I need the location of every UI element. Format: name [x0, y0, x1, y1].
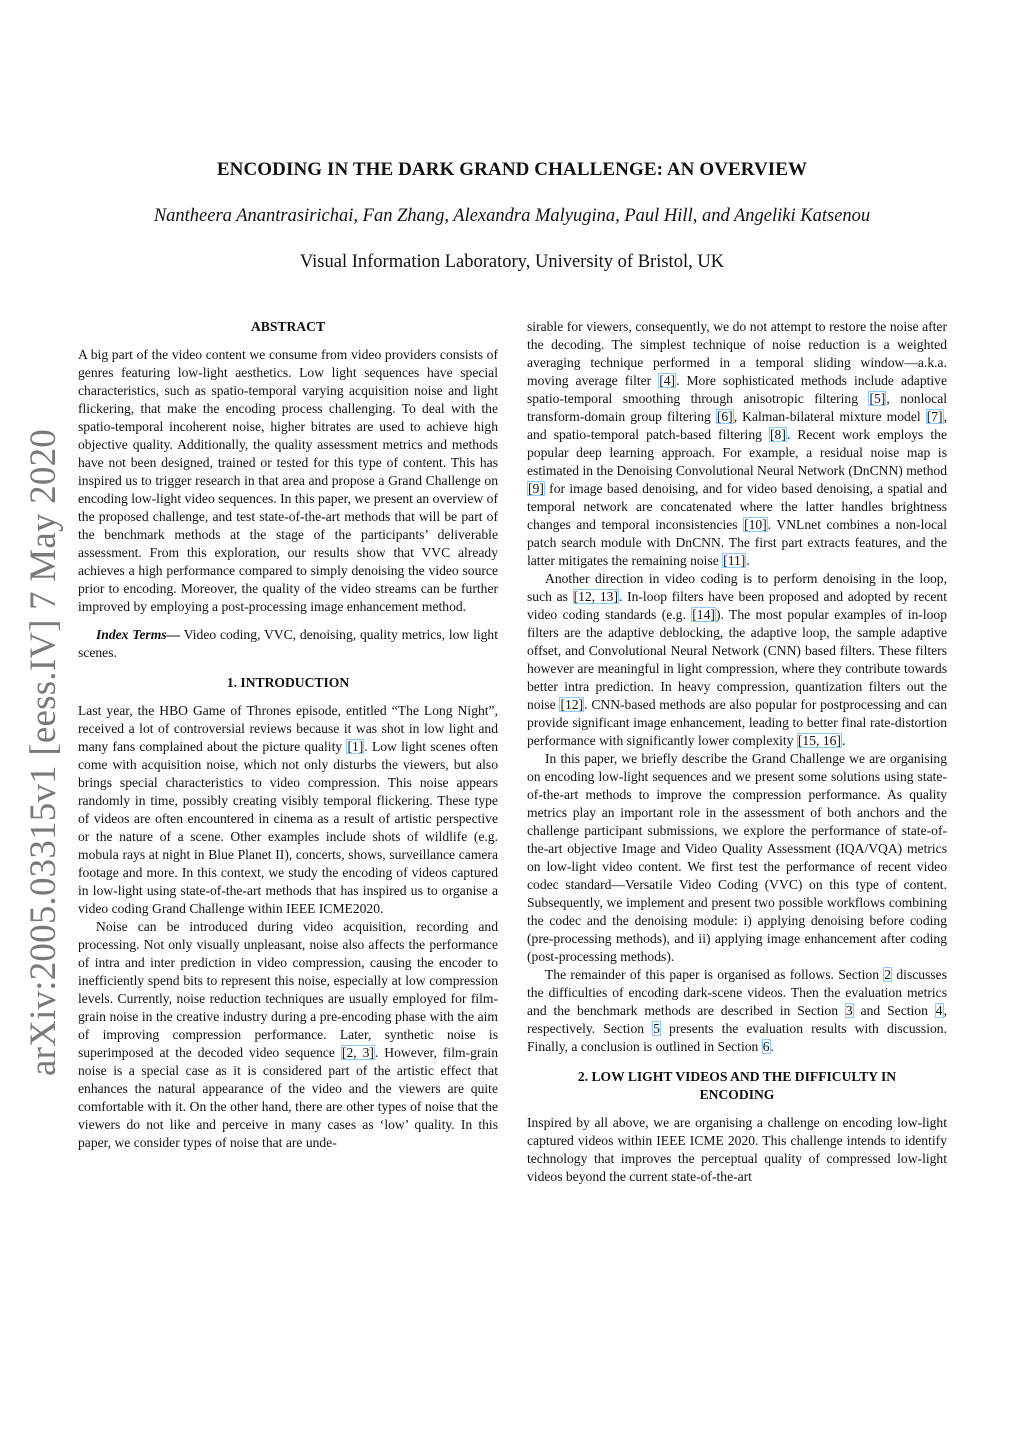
citation-link[interactable]: [9] [528, 481, 544, 496]
left-column [78, 318, 498, 1152]
intro-paragraph-5: In this paper, we briefly describe the Grand Challenge we are organising on encoding low-light sequences and we present some solutions using state-of-the-art methods to improve the compression performance. As quality metrics play an important role in the assessment of both anchors and the challenge participant submissions, we explore the performance of state-of-the-art objective Image and Video Quality Assessment (IQA/VQA) metrics on low-light video content. We first test the performance of recent video codec standard—Versatile Video Coding (VVC) on this type of content. Subsequently, we implement and present two possible workflows combining the codec and the denoising module: i) applying denoising before coding (pre-processing methods), and ii) applying image enhancement after coding (post-processing methods). [527, 751, 947, 964]
arxiv-identifier[interactable]: arXiv:2005.03315v1 [eess.IV] 7 May 2020 [23, 429, 64, 1076]
section2-heading [527, 1068, 947, 1104]
index-terms-label: Index Terms— [96, 627, 181, 642]
section-link[interactable]: 4 [935, 1003, 943, 1018]
intro-paragraph-6: The remainder of this paper is organised as follows. Section 2 discusses the difficulties of encoding dark-scene videos. Then the evaluation metrics and the benchmark methods are described in Section 3 and Section 4, respectively. Section 5 presents the evaluation results with discussion. Finally, a conclusion is outlined in Section 6. [527, 967, 947, 1054]
section2-heading-line2: ENCODING [699, 1087, 775, 1102]
citation-link[interactable]: [15, 16] [797, 733, 841, 748]
index-terms [78, 626, 498, 662]
abstract-heading: ABSTRACT [250, 319, 326, 334]
section2-paragraph-1: Inspired by all above, we are organising a challenge on encoding low-light captured videos within IEEE ICME 2020. This challenge intends to identify technology that improves the perceptual quality of compressed low-light videos beyond the current state-of-the-art [527, 1115, 947, 1184]
intro-paragraph-1: Last year, the HBO Game of Thrones episode, entitled “The Long Night”, received a lot of controversial reviews because it was shot in low light and many fans complained about the picture quality [1]. Low light scenes often come with acquisition noise, which not only disturbs the viewers, but also brings special characteristics to video compression. This noise appears randomly in time, possibly creating visibly temporal flickering. These type of videos are often encountered in cinema as a result of artistic perspective or the nature of a scene. Other examples include shots of wildlife (e.g. mobula rays at night in Blue Planet II), concerts, shows, surveillance camera footage and more. In this context, we study the encoding of videos captured in low-light using state-of-the-art methods that has inspired us to organise a video coding Grand Challenge within IEEE ICME2020. [78, 703, 499, 916]
intro-heading: 1. INTRODUCTION [226, 675, 350, 690]
intro-paragraph-3: sirable for viewers, consequently, we do not attempt to restore the noise after the decoding. The simplest technique of noise reduction is a weighted averaging technique performed in a temporal sliding window—a.k.a. moving average filter [4]. More sophisticated methods include adaptive spatio-temporal smoothing through anisotropic filtering [5], nonlocal transform-domain group filtering [6], Kalman-bilateral mixture model [7], and spatio-temporal patch-based filtering [8]. Recent work employs the popular deep learning approach. For example, a residual noise map is estimated in the Denoising Convolutional Neural Network (DnCNN) method [9] for image based denoising, and for video based denoising, a spatial and temporal network are concatenated where the latter handles brightness changes and temporal inconsistencies [10]. VNLnet combines a non-local patch search module with DnCNN. The first part extracts features, and the latter mitigates the remaining noise [11]. [527, 319, 948, 568]
citation-link[interactable]: [5] [869, 391, 886, 406]
section-link[interactable]: 6 [762, 1039, 770, 1054]
paper-affiliation: Visual Information Laboratory, University of Bristol, UK [299, 252, 725, 272]
section-link[interactable]: 5 [653, 1021, 660, 1036]
citation-link[interactable]: [11] [723, 553, 746, 568]
citation-link[interactable]: [12] [560, 697, 584, 712]
citation-link[interactable]: [14] [692, 607, 715, 622]
citation-link[interactable]: [1] [347, 739, 364, 754]
right-column [527, 318, 947, 1186]
intro-paragraph-2: Noise can be introduced during video acquisition, recording and processing. Not only visually unpleasant, noise also affects the performance of intra and inter prediction in video compression, causing the encoder to inefficiently spend bits to represent this noise, especially at low compression levels. Currently, noise reduction techniques are usually employed for film-grain noise in the creative industry during a pre-encoding phase with the aim of improving compression performance. Later, synthetic noise is superimposed at the decoded video sequence [2, 3]. However, film-grain noise is a special case as it is considered part of the artistic effect that enhances the natural appearance of the video and the viewers are quite comfortable with it. On the other hand, there are other types of noise that the viewers do not like and perceive in many cases as ‘low’ quality. In this paper, we consider types of noise that are unde- [78, 919, 499, 1150]
citation-link[interactable]: [10] [744, 517, 767, 532]
citation-link[interactable]: [12, 13] [573, 589, 618, 604]
citation-link[interactable]: [7] [926, 409, 943, 424]
paper-authors: Nantheera Anantrasirichai, Fan Zhang, Alexandra Malyugina, Paul Hill, and Angeliki Katsenou [153, 206, 871, 226]
section-link[interactable]: 3 [845, 1003, 853, 1018]
section2-heading-line1: 2. LOW LIGHT VIDEOS AND THE DIFFICULTY IN [577, 1069, 897, 1084]
abstract-text: A big part of the video content we consume from video providers consists of genres featuring low-light aesthetics. Low light sequences have special characteristics, such as spatio-temporal varying acquisition noise and light flickering, that make the encoding process challenging. To deal with the spatio-temporal incoherent noise, higher bitrates are used to achieve high objective quality. Additionally, the quality assessment metrics and methods have not been designed, trained or tested for this type of content. This has inspired us to trigger research in that area and propose a Grand Challenge on encoding low-light video sequences. In this paper, we present an overview of the proposed challenge, and test state-of-the-art methods that will be part of the benchmark methods at the stage of the participants’ deliverable assessment. From this exploration, our results show that VVC already achieves a high performance compared to simply denoising the video source prior to encoding. Moreover, the quality of the video streams can be further improved by employing a post-processing image enhancement method. [78, 347, 498, 614]
citation-link[interactable]: [2, 3] [341, 1045, 374, 1060]
citation-link[interactable]: [8] [770, 427, 786, 442]
intro-paragraph-4: Another direction in video coding is to perform denoising in the loop, such as [12, 13]. In-loop filters have been proposed and adopted by recent video coding standards (e.g. [14]). The most popular examples of in-loop filters are the adaptive deblocking, the adaptive loop, the sample adaptive offset, and Convolutional Neural Network (CNN) based filters. These filters however are meaningful in light compression, where they contribute towards better intra prediction. In heavy compression, quantization filters out the noise [12]. CNN-based methods are also popular for postprocessing and can provide significant image enhancement, leading to better final rate-distortion performance with significantly lower complexity [15, 16]. [527, 571, 948, 748]
section-link[interactable]: 2 [884, 967, 892, 982]
citation-link[interactable]: [6] [716, 409, 733, 424]
paper-title: ENCODING IN THE DARK GRAND CHALLENGE: AN OVERVIEW [216, 159, 808, 180]
citation-link[interactable]: [4] [659, 373, 676, 388]
index-terms-text: Video coding, VVC, denoising, quality metrics, low light scenes. [78, 627, 498, 660]
